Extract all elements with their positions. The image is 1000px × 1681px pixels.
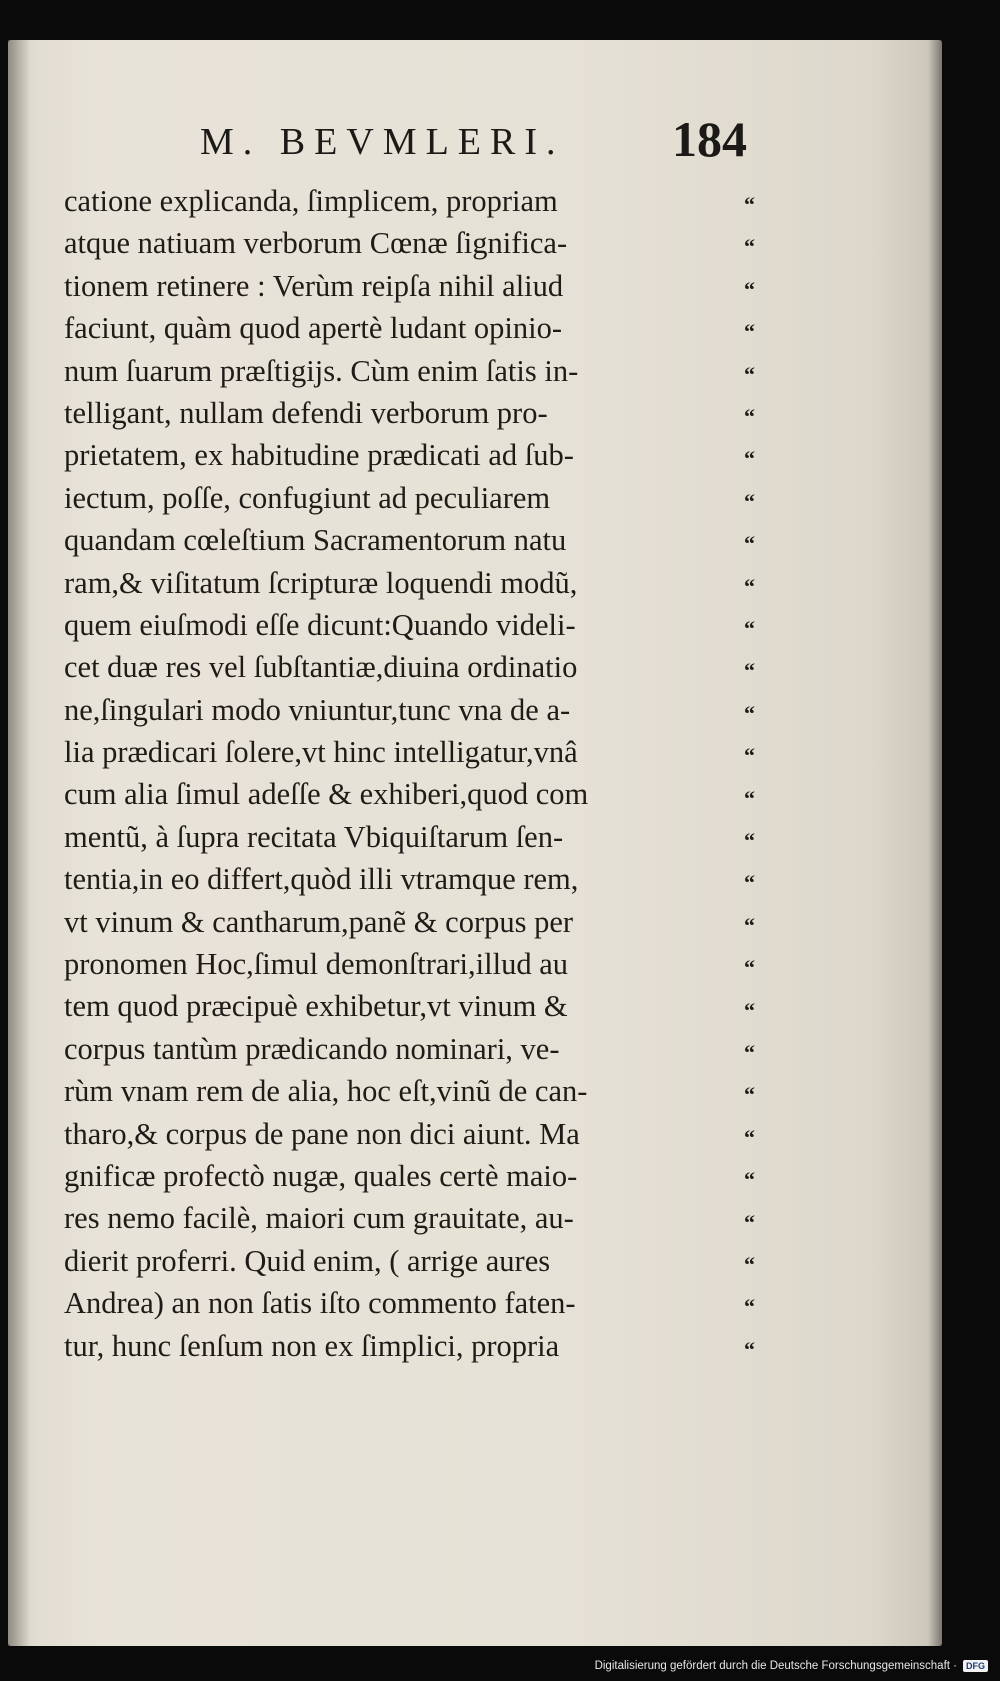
text-line: corpus tantùm prædicando nominari, ve- (64, 1031, 560, 1066)
text-line: Andrea) an non ſatis iſto commento faten- (64, 1286, 576, 1321)
quote-mark: “ (744, 658, 755, 684)
quote-mark: “ (744, 319, 755, 345)
page-gutter-shadow (8, 40, 30, 1646)
quote-mark: “ (744, 488, 755, 514)
text-line: dierit proferri. Quid enim, ( arrige aures (64, 1243, 551, 1278)
quote-mark: “ (744, 1252, 755, 1277)
quote-mark: “ (744, 955, 755, 981)
text-line: num ſuarum præſtigijs. Cùm enim ſatis in- (64, 353, 579, 388)
text-line: pronomen Hoc,ſimul demonſtrari,illud au (64, 947, 568, 982)
quote-mark: “ (744, 573, 755, 599)
text-line: atque natiuam verborum Cœnæ ſignifica- (64, 226, 568, 261)
text-line: catione explicanda, ſimplicem, propriam (64, 184, 558, 218)
text-line: vt vinum & cantharum,panẽ & corpus per (64, 904, 574, 939)
quote-mark: “ (744, 234, 755, 260)
text-line: ram,& viſitatum ſcripturæ loquendi modũ, (64, 565, 578, 600)
quote-mark: “ (744, 700, 755, 726)
quote-mark: “ (744, 1209, 755, 1235)
page-number: 184 (672, 111, 747, 167)
text-line: tharo,& corpus de pane non dici aiunt. Ma (64, 1116, 580, 1151)
quote-mark: “ (744, 870, 755, 896)
quote-mark: “ (744, 785, 755, 811)
quote-mark: “ (744, 192, 755, 217)
text-line: cum alia ſimul adeſſe & exhiberi,quod com (64, 777, 589, 812)
quote-mark: “ (744, 912, 755, 938)
text-line: telligant, nullam defendi verborum pro- (64, 395, 548, 430)
quote-mark: “ (744, 531, 755, 557)
text-line: tur, hunc ſenſum non ex ſimplici, propria (64, 1328, 560, 1363)
text-line: tentia,in eo differt,quòd illi vtramque rem, (64, 862, 579, 897)
text-line: quem eiuſmodi eſſe dicunt:Quando videli- (64, 607, 576, 642)
text-line: gnificæ profectò nugæ, quales certè maio- (64, 1158, 578, 1193)
quote-mark: “ (744, 743, 755, 769)
body-text (64, 180, 744, 1367)
quote-mark: “ (744, 1294, 755, 1320)
quote-mark: “ (744, 616, 755, 641)
text-line: faciunt, quàm quod apertè ludant opinio- (64, 311, 563, 346)
text-line: ne,ſingulari modo vniuntur,tunc vna de a- (64, 692, 571, 727)
text-line: cet duæ res vel ſubſtantiæ,diuina ordinatio (64, 650, 578, 685)
text-line: res nemo facilè, maiori cum grauitate, au- (64, 1201, 574, 1236)
text-line: prietatem, ex habitudine prædicati ad ſub- (64, 438, 574, 473)
quote-mark: “ (744, 361, 755, 387)
page-edge (928, 40, 942, 1646)
dfg-logo: DFG (963, 1660, 988, 1672)
quote-mark: “ (744, 1336, 755, 1362)
quote-mark: “ (744, 276, 755, 302)
quote-mark: “ (744, 1167, 755, 1193)
text-line: tionem retinere : Verùm reipſa nihil aliud (64, 268, 564, 303)
digitization-credit (595, 1656, 988, 1676)
text-line: rùm vnam rem de alia, hoc eſt,vinũ de can- (64, 1074, 588, 1109)
quote-mark: “ (744, 997, 755, 1023)
text-line: iectum, poſſe, confugiunt ad peculiarem (64, 480, 551, 515)
quote-mark: “ (744, 404, 755, 429)
text-line: lia prædicari ſolere,vt hinc intelligatur,vnâ (64, 735, 578, 770)
quote-mark: “ (744, 1040, 755, 1065)
quote-mark: “ (744, 446, 755, 472)
quote-mark: “ (744, 1124, 755, 1150)
text-line: tem quod præcipuè exhibetur,vt vinum & (64, 989, 568, 1024)
text-line: quandam cœleſtium Sacramentorum natu (64, 523, 567, 558)
quote-mark: “ (744, 1082, 755, 1108)
credit-text: Digitalisierung gefördert durch die Deutsche Forschungsgemeinschaft · (594, 1660, 957, 1672)
text-line: mentũ, à ſupra recitata Vbiquiſtarum ſen- (64, 819, 564, 854)
quote-mark: “ (744, 828, 755, 853)
running-head: M. BEVMLERI. (200, 121, 565, 163)
